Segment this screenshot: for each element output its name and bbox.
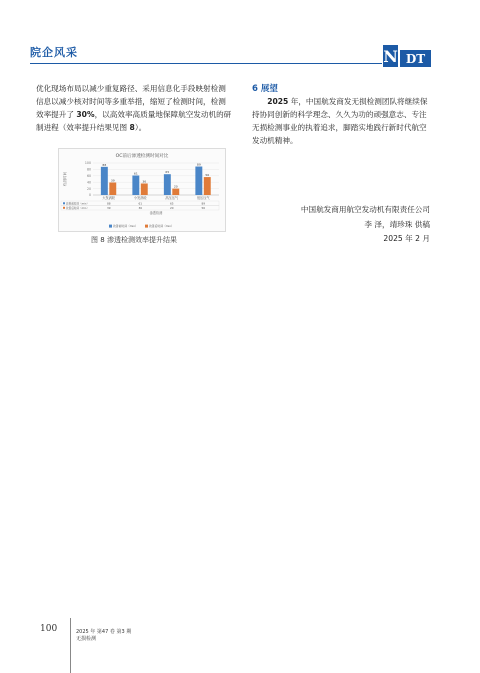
data-table-value: 88 (106, 201, 111, 206)
legend-swatch (109, 225, 112, 228)
bar (109, 183, 116, 195)
data-table-value: 39 (106, 205, 111, 210)
data-table-value: 61 (138, 201, 143, 206)
right-paragraph: 2025 年，中国航发商发无损检测团队将继续保持协同创新的科学理念、久久为功的顽强意志、专注无损检测事业的执着追求，脚踏实地践行新时代航空发动机精神。 (252, 97, 428, 145)
signature-date: 2025 年 2 月 (383, 234, 430, 243)
x-tick-label: 低压压气 (196, 196, 210, 200)
x-tick-label: 小发涡轮 (133, 196, 147, 200)
bar (172, 189, 179, 195)
chart-xlabel: 渗透检测 (149, 211, 163, 215)
signature-company: 中国航发商用航空发动机有限责任公司 (300, 205, 430, 214)
y-tick-label: 0 (88, 193, 91, 198)
header-rule (30, 63, 382, 64)
svg-text:DT: DT (405, 52, 426, 66)
data-label: 20 (173, 184, 178, 189)
bar (141, 183, 148, 195)
y-tick-label: 20 (86, 186, 91, 191)
data-table-value: 36 (138, 205, 143, 210)
bar (132, 175, 139, 195)
x-tick-label: 大发涡轮 (102, 196, 116, 200)
journal-name: 无损检测 (76, 636, 97, 642)
legend-swatch (63, 207, 65, 209)
data-table-value: 20 (169, 205, 174, 210)
chart-title: OC前后渗透检测时间对比 (115, 154, 169, 159)
data-table-value: 65 (169, 201, 174, 206)
left-paragraph: 优化现场布局以减少重复路径、采用信息化手段映射检测信息以减少核对时间等多重举措，缩短了检测时间，检测效率提升了 30%，以高效率高质量地保障航空发动机的研制进程（效率提升结果见图 8）。 (36, 84, 232, 132)
data-table-label: 改善前时间（min） (66, 202, 90, 206)
chart-ylabel: 检测时间 (63, 171, 67, 187)
bar (204, 177, 211, 195)
data-label: 39 (110, 178, 115, 183)
section-title: 院企风采 (30, 46, 78, 59)
bar (164, 174, 171, 195)
data-table-value: 89 (201, 201, 206, 206)
data-label: 88 (102, 162, 107, 167)
y-tick-label: 40 (86, 180, 91, 185)
journal-info (76, 629, 131, 643)
efficiency-chart (58, 148, 226, 232)
footer-divider (70, 618, 71, 673)
x-tick-label: 高压压气 (165, 196, 179, 200)
page-number: 100 (40, 624, 58, 634)
data-label: 89 (196, 162, 201, 167)
bar (195, 167, 202, 195)
legend-label: 改善后时间（min） (149, 224, 174, 228)
svg-text:N: N (383, 47, 398, 66)
chart-svg (59, 149, 225, 231)
data-table-label: 改善后时间（min） (66, 206, 90, 210)
data-label: 61 (133, 171, 138, 176)
legend-swatch (145, 225, 148, 228)
legend-swatch (63, 202, 65, 204)
signature-authors: 李 泽，靖珍珠 供稿 (364, 220, 430, 229)
ndt-logo (383, 45, 431, 67)
data-label: 56 (205, 173, 210, 178)
y-tick-label: 60 (86, 174, 91, 178)
legend-label: 改善前时间（min） (113, 224, 138, 228)
data-table-value: 56 (201, 205, 206, 210)
issue-line: 2025 年 第47 卷 第3 期 (76, 629, 132, 635)
bar (101, 167, 108, 195)
section-heading: 6 展望 (252, 84, 278, 94)
figure-caption: 图 8 渗透检测效率提升结果 (91, 236, 177, 244)
data-label: 65 (165, 170, 170, 175)
y-tick-label: 100 (84, 161, 91, 166)
data-label: 36 (142, 179, 147, 184)
y-tick-label: 80 (86, 167, 91, 172)
